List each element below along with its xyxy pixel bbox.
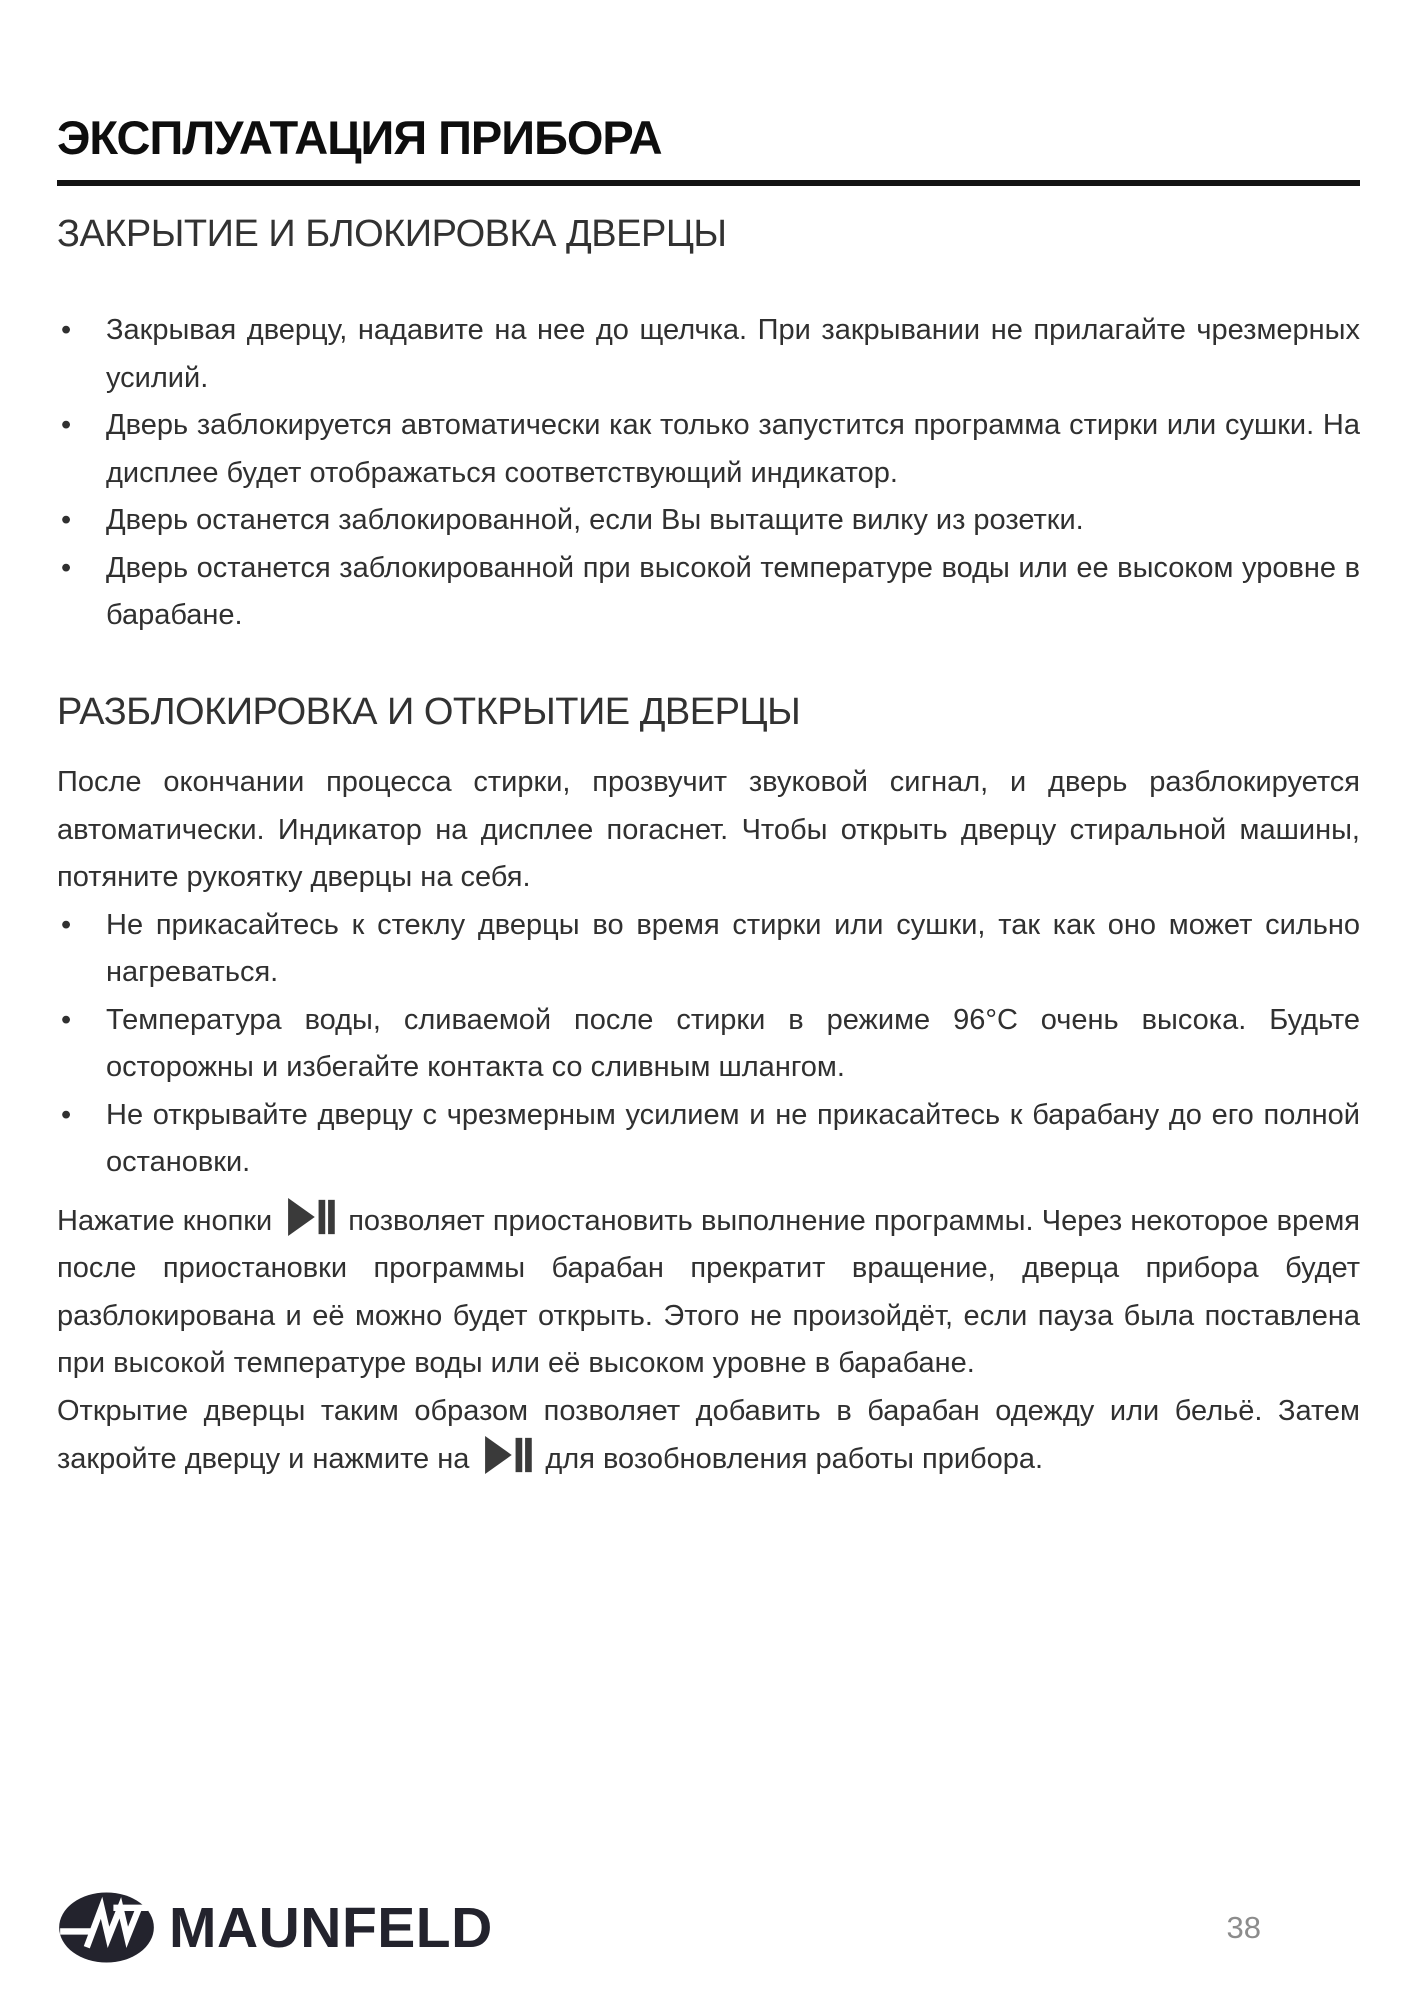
open-paragraph-after: для возобновления работы прибора. (545, 1443, 1044, 1476)
pause-paragraph-before: Нажатие кнопки (57, 1204, 273, 1237)
maunfeld-logo (57, 1891, 493, 1964)
list-item-text: Дверь заблокируется автоматически как только запустится программа стирки или сушки. На дисплее будет отображаться соответствующий индикатор. (106, 409, 1360, 489)
pause-paragraph (57, 1197, 1360, 1388)
bullet-marker: • (61, 1098, 72, 1131)
bullet-marker: • (61, 908, 72, 941)
bullet-marker: • (61, 504, 72, 537)
list-item-text: Дверь останется заблокированной, если Вы вытащите вилку из розетки. (106, 504, 1084, 537)
play-pause-icon (285, 1197, 335, 1237)
maunfeld-emblem-icon (57, 1891, 156, 1964)
closing-bullet-list (57, 307, 1360, 640)
list-item-text: Не открывайте дверцу с чрезмерным усилием и не прикасайтесь к барабану до его полной остановки. (106, 1098, 1360, 1179)
section-door-unlocking (57, 690, 1360, 1484)
list-item (57, 902, 1360, 997)
list-item (57, 997, 1360, 1092)
brand-wordmark: MAUNFELD (169, 1895, 493, 1960)
page-content (0, 112, 1414, 1484)
unlocking-bullet-list (57, 902, 1360, 1187)
section-door-closing (57, 212, 1360, 640)
list-item (57, 545, 1360, 640)
list-item-text: Закрывая дверцу, надавите на нее до щелчка. При закрывании не прилагайте чрезмерных усилий. (106, 314, 1360, 394)
bullet-marker: • (61, 409, 72, 442)
list-item-text: Не прикасайтесь к стеклу дверцы во время стирки или сушки, так как оно может сильно нагреваться. (106, 908, 1360, 989)
list-item (57, 307, 1360, 402)
list-item (57, 1092, 1360, 1187)
page-title: ЭКСПЛУАТАЦИЯ ПРИБОРА (57, 111, 662, 164)
section-heading-closing: ЗАКРЫТИЕ И БЛОКИРОВКА ДВЕРЦЫ (57, 212, 727, 255)
bullet-marker: • (61, 314, 72, 347)
open-paragraph-before: Открытие дверцы таким образом позволяет добавить в барабан одежду или бельё. Затем закройте дверцу и нажмите на (57, 1394, 1360, 1476)
list-item-text: Температура воды, сливаемой после стирки в режиме 96°С очень высока. Будьте осторожны и избегайте контакта со сливным шлангом. (106, 1003, 1360, 1084)
list-item-text: Дверь останется заблокированной при высокой температуре воды или ее высоком уровне в барабане. (106, 551, 1360, 632)
title-divider (57, 180, 1360, 186)
page-number: 38 (1226, 1909, 1261, 1945)
list-item (57, 497, 1360, 545)
unlocking-intro-paragraph: После окончании процесса стирки, прозвучит звуковой сигнал, и дверь разблокируется автоматически. Индикатор на дисплее погаснет. Чтобы открыть дверцу стиральной машины, потяните рукоятку дверцы на себя. (57, 766, 1360, 894)
bullet-marker: • (61, 551, 72, 584)
bullet-marker: • (61, 1003, 72, 1036)
list-item (57, 402, 1360, 497)
page-footer (57, 1891, 1357, 1964)
section-heading-unlocking: РАЗБЛОКИРОВКА И ОТКРЫТИЕ ДВЕРЦЫ (57, 690, 801, 733)
pause-paragraph-after: позволяет приостановить выполнение программы. Через некоторое время после приостановки программы барабан прекратит вращение, дверца прибора будет разблокирована и её можно будет открыть. Этого не произойдёт, если пауза была поставлена при высокой температуре воды или её высоком уровне в барабане. (57, 1204, 1360, 1380)
play-pause-icon (482, 1435, 532, 1475)
open-door-paragraph (57, 1388, 1360, 1484)
